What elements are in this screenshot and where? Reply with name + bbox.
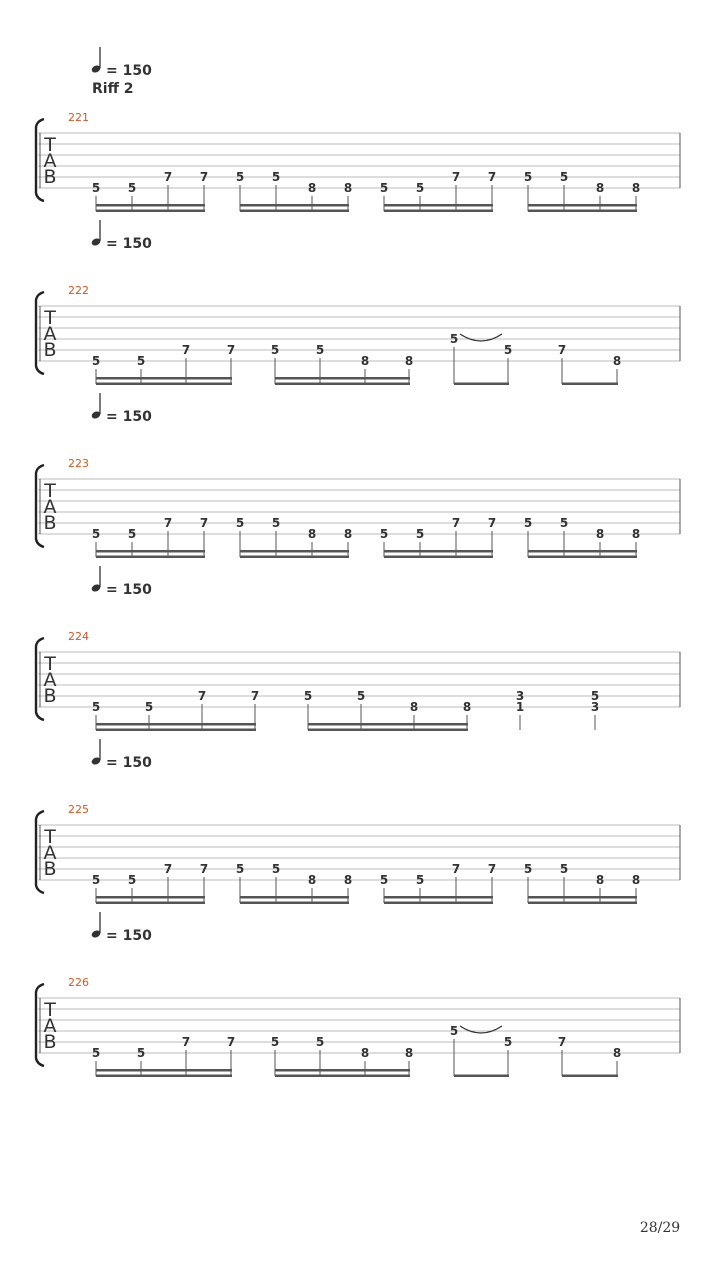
fret-number: 7: [451, 862, 461, 876]
tie: [460, 1026, 502, 1033]
tab-clef-t: T: [44, 999, 56, 1021]
fret-number: 8: [612, 354, 622, 368]
beam: [384, 550, 493, 553]
beam: [96, 723, 256, 726]
fret-number: 5: [270, 343, 280, 357]
fret-number: 8: [404, 1046, 414, 1060]
fret-number: 5: [415, 527, 425, 541]
measure-number: 222: [68, 284, 89, 297]
fret-number: 7: [226, 343, 236, 357]
fret-number: 8: [343, 181, 353, 195]
fret-number: 5: [271, 862, 281, 876]
section-label: Riff 2: [92, 81, 134, 97]
measure-number: 226: [68, 976, 89, 989]
fret-number: 5: [523, 516, 533, 530]
tab-system: [36, 739, 680, 904]
beam: [96, 729, 256, 732]
fret-number: 5: [303, 689, 313, 703]
beam: [96, 896, 205, 899]
fret-number: 8: [343, 527, 353, 541]
fret-number: 8: [307, 181, 317, 195]
tab-clef-t: T: [44, 307, 56, 329]
fret-number: 5: [127, 873, 137, 887]
fret-number: 5: [523, 170, 533, 184]
beam: [240, 556, 349, 559]
fret-number: 8: [462, 700, 472, 714]
fret-number: 7: [199, 170, 209, 184]
tab-system: [36, 220, 680, 385]
fret-number: 5: [379, 527, 389, 541]
beam: [96, 383, 232, 386]
fret-number: 5: [559, 516, 569, 530]
beam: [384, 210, 493, 213]
tempo-marking: = 150: [106, 236, 152, 252]
beam: [96, 377, 232, 380]
fret-number: 5: [136, 354, 146, 368]
fret-number: 5: [144, 700, 154, 714]
tempo-marking: = 150: [106, 928, 152, 944]
beam: [240, 902, 349, 905]
beam: [240, 204, 349, 207]
fret-number: 8: [360, 1046, 370, 1060]
tab-clef-a: A: [43, 496, 57, 518]
beam: [240, 896, 349, 899]
beam: [384, 204, 493, 207]
fret-number: 7: [557, 1035, 567, 1049]
fret-number: 5: [449, 332, 459, 346]
tab-clef-t: T: [44, 134, 56, 156]
tab-clef-b: B: [43, 512, 57, 534]
fret-number: 8: [404, 354, 414, 368]
fret-number: 7: [163, 170, 173, 184]
fret-number: 5: [503, 1035, 513, 1049]
fret-number: 5: [91, 354, 101, 368]
fret-number: 8: [595, 873, 605, 887]
beam: [275, 1069, 410, 1072]
beam: [96, 1069, 232, 1072]
measure-number: 224: [68, 630, 89, 643]
fret-number: 3: [590, 700, 600, 714]
fret-number: 7: [451, 516, 461, 530]
tab-clef-a: A: [43, 1015, 57, 1037]
tab-clef-a: A: [43, 323, 57, 345]
fret-number: 8: [409, 700, 419, 714]
tab-clef-a: A: [43, 150, 57, 172]
beam: [96, 204, 205, 207]
beam: [308, 729, 468, 732]
tempo-marking: = 150: [106, 582, 152, 598]
tab-system: [36, 393, 680, 558]
tab-clef-b: B: [43, 685, 57, 707]
fret-number: 8: [595, 527, 605, 541]
fret-number: 5: [127, 181, 137, 195]
beam: [275, 1075, 410, 1078]
fret-number: 8: [631, 181, 641, 195]
page-number: 28/29: [639, 1220, 681, 1236]
fret-number: 3: [515, 689, 525, 703]
beam: [240, 210, 349, 213]
tab-clef-b: B: [43, 1031, 57, 1053]
fret-number: 7: [181, 343, 191, 357]
beam: [384, 902, 493, 905]
fret-number: 7: [163, 516, 173, 530]
fret-number: 5: [559, 170, 569, 184]
fret-number: 5: [415, 873, 425, 887]
fret-number: 5: [449, 1024, 459, 1038]
beam: [308, 723, 468, 726]
tab-clef-t: T: [44, 653, 56, 675]
fret-number: 7: [197, 689, 207, 703]
fret-number: 7: [181, 1035, 191, 1049]
beam: [275, 383, 410, 386]
tempo-marking: = 150: [106, 755, 152, 771]
measure-number: 221: [68, 111, 89, 124]
beam: [384, 556, 493, 559]
fret-number: 5: [136, 1046, 146, 1060]
fret-number: 7: [487, 170, 497, 184]
beam: [96, 902, 205, 905]
fret-number: 5: [315, 1035, 325, 1049]
beam: [528, 556, 637, 559]
beam: [528, 210, 637, 213]
fret-number: 5: [315, 343, 325, 357]
fret-number: 5: [91, 700, 101, 714]
beam: [275, 377, 410, 380]
tempo-marking: = 150: [106, 63, 152, 79]
tab-clef-b: B: [43, 166, 57, 188]
fret-number: 5: [356, 689, 366, 703]
beam: [454, 383, 509, 386]
fret-number: 5: [235, 170, 245, 184]
beam: [96, 556, 205, 559]
fret-number: 7: [250, 689, 260, 703]
tab-system: [36, 47, 680, 212]
beam: [528, 902, 637, 905]
tempo-marking: = 150: [106, 409, 152, 425]
fret-number: 1: [515, 700, 525, 714]
fret-number: 7: [451, 170, 461, 184]
fret-number: 5: [271, 516, 281, 530]
fret-number: 8: [595, 181, 605, 195]
measure-number: 223: [68, 457, 89, 470]
tab-clef-t: T: [44, 826, 56, 848]
fret-number: 5: [91, 181, 101, 195]
fret-number: 5: [91, 873, 101, 887]
fret-number: 5: [235, 516, 245, 530]
beam: [528, 550, 637, 553]
fret-number: 5: [91, 1046, 101, 1060]
fret-number: 5: [415, 181, 425, 195]
tab-clef-a: A: [43, 842, 57, 864]
fret-number: 5: [270, 1035, 280, 1049]
fret-number: 8: [307, 873, 317, 887]
beam: [454, 1075, 509, 1078]
beam: [562, 383, 618, 386]
fret-number: 7: [163, 862, 173, 876]
beam: [240, 550, 349, 553]
fret-number: 7: [199, 516, 209, 530]
fret-number: 7: [557, 343, 567, 357]
tab-system: [36, 912, 680, 1077]
fret-number: 5: [503, 343, 513, 357]
fret-number: 8: [343, 873, 353, 887]
fret-number: 8: [631, 527, 641, 541]
tab-clef-b: B: [43, 339, 57, 361]
measure-number: 225: [68, 803, 89, 816]
fret-number: 8: [612, 1046, 622, 1060]
fret-number: 5: [523, 862, 533, 876]
beam: [528, 204, 637, 207]
fret-number: 8: [631, 873, 641, 887]
fret-number: 7: [199, 862, 209, 876]
tab-clef-t: T: [44, 480, 56, 502]
tab-clef-b: B: [43, 858, 57, 880]
fret-number: 5: [590, 689, 600, 703]
beam: [528, 896, 637, 899]
fret-number: 5: [91, 527, 101, 541]
beam: [96, 1075, 232, 1078]
fret-number: 5: [271, 170, 281, 184]
fret-number: 8: [360, 354, 370, 368]
beam: [384, 896, 493, 899]
beam: [96, 210, 205, 213]
fret-number: 5: [379, 873, 389, 887]
fret-number: 8: [307, 527, 317, 541]
tab-system: [36, 566, 680, 731]
fret-number: 5: [127, 527, 137, 541]
fret-number: 5: [379, 181, 389, 195]
fret-number: 7: [226, 1035, 236, 1049]
tie: [460, 334, 502, 341]
fret-number: 7: [487, 516, 497, 530]
fret-number: 7: [487, 862, 497, 876]
fret-number: 5: [235, 862, 245, 876]
fret-number: 5: [559, 862, 569, 876]
beam: [96, 550, 205, 553]
tab-clef-a: A: [43, 669, 57, 691]
beam: [562, 1075, 618, 1078]
